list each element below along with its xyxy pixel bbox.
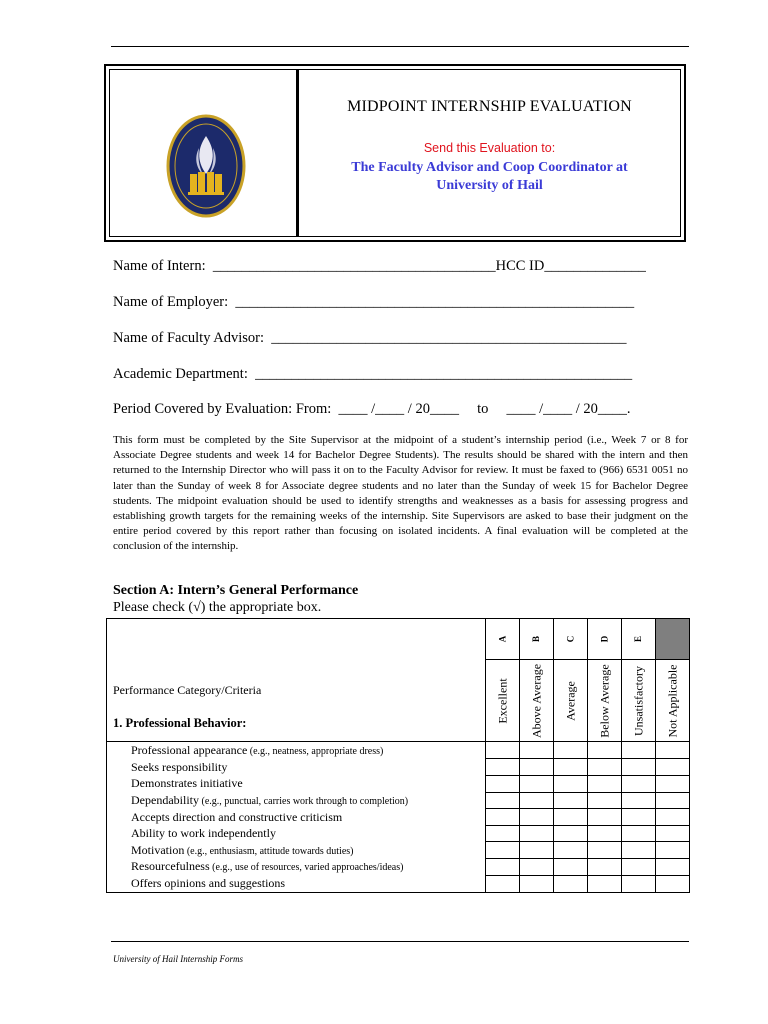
table-row (107, 759, 690, 776)
rating-box[interactable] (554, 859, 588, 876)
header-inner (109, 69, 681, 237)
rating-box[interactable] (622, 875, 656, 892)
rating-box[interactable] (520, 842, 554, 859)
send-to-label: Send this Evaluation to: (423, 141, 556, 155)
rating-box[interactable] (520, 742, 554, 759)
rating-box[interactable] (486, 742, 520, 759)
rating-box[interactable] (554, 759, 588, 776)
criterion-label: Resourcefulness (e.g., use of resources, varied approaches/ideas) (107, 859, 486, 876)
section-a-heading: Section A: Intern’s General Performance (113, 583, 359, 598)
table-row (107, 792, 690, 809)
table-row (107, 875, 690, 892)
rating-box[interactable] (588, 859, 622, 876)
bottom-rule (111, 941, 689, 942)
rating-box[interactable] (588, 759, 622, 776)
rating-box[interactable] (486, 842, 520, 859)
rating-box[interactable] (486, 809, 520, 826)
criterion-label: Dependability (e.g., punctual, carries work through to completion) (107, 792, 486, 809)
rating-box[interactable] (588, 875, 622, 892)
footer-text: University of Hail Internship Forms (113, 954, 243, 964)
rating-box[interactable] (656, 792, 690, 809)
column-letter-e: E (622, 619, 656, 660)
criterion-label: Offers opinions and suggestions (107, 875, 486, 892)
criterion-label: Motivation (e.g., enthusiasm, attitude towards duties) (107, 842, 486, 859)
rating-box[interactable] (486, 875, 520, 892)
rating-box[interactable] (656, 809, 690, 826)
rating-box[interactable] (554, 825, 588, 842)
rating-box[interactable] (486, 759, 520, 776)
recipient-text (299, 159, 680, 195)
rating-box[interactable] (588, 742, 622, 759)
table-row (107, 742, 690, 759)
rating-box[interactable] (486, 859, 520, 876)
rating-box[interactable] (520, 859, 554, 876)
top-rule (111, 46, 689, 47)
column-letter-c: C (554, 619, 588, 660)
rating-box[interactable] (656, 875, 690, 892)
rating-box[interactable] (520, 809, 554, 826)
university-logo (166, 114, 246, 218)
rating-box[interactable] (554, 792, 588, 809)
table-row (107, 842, 690, 859)
rating-box[interactable] (554, 742, 588, 759)
rating-box[interactable] (622, 859, 656, 876)
rating-box[interactable] (656, 859, 690, 876)
rating-box[interactable] (656, 842, 690, 859)
rating-box[interactable] (622, 842, 656, 859)
rating-box[interactable] (588, 842, 622, 859)
form-title: MIDPOINT INTERNSHIP EVALUATION (347, 98, 632, 115)
table-row (107, 825, 690, 842)
rating-box[interactable] (588, 809, 622, 826)
professional-behavior-label: 1. Professional Behavior: (113, 716, 247, 730)
rating-box[interactable] (588, 792, 622, 809)
column-label-excellent: Excellent (486, 660, 520, 742)
rating-box[interactable] (520, 775, 554, 792)
table-row (107, 859, 690, 876)
criterion-label: Demonstrates initiative (107, 775, 486, 792)
criterion-label: Ability to work independently (107, 825, 486, 842)
column-label-below-average: Below Average (588, 660, 622, 742)
rating-box[interactable] (656, 759, 690, 776)
rating-box[interactable] (554, 809, 588, 826)
faculty-advisor-field[interactable]: Name of Faculty Advisor: _________________________________________________ (113, 330, 627, 346)
criterion-label: Seeks responsibility (107, 759, 486, 776)
academic-department-field[interactable]: Academic Department: ____________________________________________________ (113, 366, 633, 382)
rating-box[interactable] (588, 775, 622, 792)
criterion-label: Professional appearance (e.g., neatness, appropriate dress) (107, 742, 486, 759)
rating-box[interactable] (520, 825, 554, 842)
recipient-line-2: University of Hail (436, 178, 543, 193)
table-row (107, 775, 690, 792)
rating-box[interactable] (554, 842, 588, 859)
column-label-above-average: Above Average (520, 660, 554, 742)
evaluation-table (106, 618, 690, 893)
criteria-header-cell (107, 619, 486, 742)
rating-box[interactable] (656, 742, 690, 759)
rating-box[interactable] (554, 875, 588, 892)
column-letter-b: B (520, 619, 554, 660)
column-label-unsatisfactory: Unsatisfactory (622, 660, 656, 742)
rating-box[interactable] (520, 759, 554, 776)
employer-name-field[interactable]: Name of Employer: _______________________________________________________ (113, 294, 635, 310)
rating-box[interactable] (486, 775, 520, 792)
rating-box[interactable] (622, 742, 656, 759)
rating-box[interactable] (622, 825, 656, 842)
recipient-line-1: The Faculty Advisor and Coop Coordinator at (351, 160, 628, 175)
column-letter-d: D (588, 619, 622, 660)
rating-box[interactable] (656, 825, 690, 842)
column-letter-na (656, 619, 690, 660)
header-box (104, 64, 686, 242)
rating-box[interactable] (622, 759, 656, 776)
rating-box[interactable] (588, 825, 622, 842)
rating-box[interactable] (486, 792, 520, 809)
rating-box[interactable] (554, 775, 588, 792)
instructions-paragraph: This form must be completed by the Site Supervisor at the midpoint of a student’s internship period (i.e., Week 7 or 8 for Associate Degree students and week 14 for Bachelor Degree Students). The results should be shared with the intern and then returned to the Internship Director who will pass it on to the Faculty Advisor for review. It must be faxed to (966) 6531 0051 no later than the Sunday of week 8 for Associate degree students and no later than the Sunday of week 15 for Bachelor Degree students. The midpoint evaluation should be used to identify strengths and weaknesses as a basis for assessing progress and establishing growth targets for the remaining weeks of the internship. Site Supervisors are asked to base their judgment on the entire period covered by this report rather than focusing on isolated incidents. A final evaluation will be completed at the conclusion of the internship. (113, 434, 688, 553)
intern-name-field[interactable]: Name of Intern: _______________________________________HCC ID______________ (113, 258, 646, 274)
period-covered-field[interactable]: Period Covered by Evaluation: From: ____ /____ / 20____ to ____ /____ / 20____. (113, 401, 631, 417)
rating-box[interactable] (622, 792, 656, 809)
section-a-instruction: Please check (√) the appropriate box. (113, 600, 322, 615)
criterion-label: Accepts direction and constructive criticism (107, 809, 486, 826)
column-label-average: Average (554, 660, 588, 742)
rating-box[interactable] (520, 875, 554, 892)
column-letter-a: A (486, 619, 520, 660)
rating-box[interactable] (520, 792, 554, 809)
rating-box[interactable] (656, 775, 690, 792)
rating-box[interactable] (622, 809, 656, 826)
table-row (107, 809, 690, 826)
rating-box[interactable] (486, 825, 520, 842)
rating-box[interactable] (622, 775, 656, 792)
performance-category-label: Performance Category/Criteria (113, 683, 262, 697)
column-label-not-applicable: Not Applicable (656, 660, 690, 742)
